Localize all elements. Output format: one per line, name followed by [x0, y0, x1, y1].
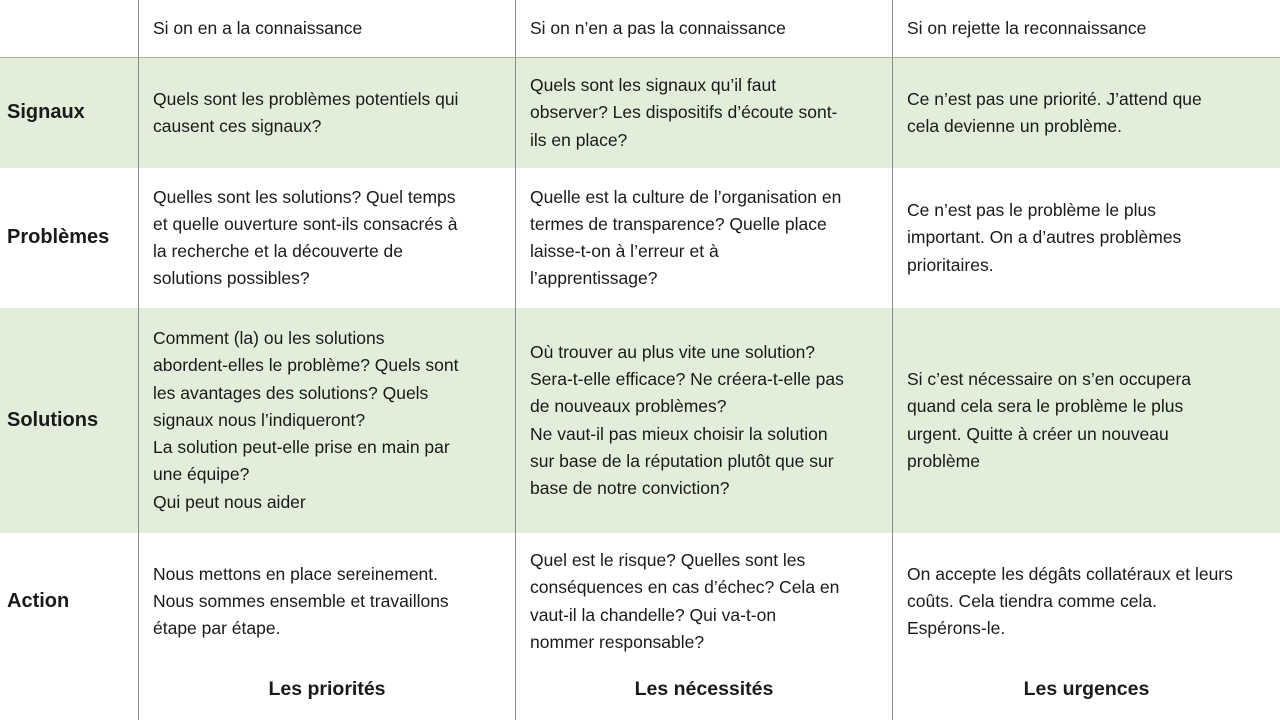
header-corner: [0, 0, 138, 58]
cell-text-line: Sera-t-elle efficace? Ne créera-t-elle pas: [530, 369, 844, 390]
cell-text-line: observer? Les dispositifs d’écoute sont-: [530, 102, 838, 123]
header-col-rejected: Si on rejette la reconnaissance: [892, 0, 1280, 58]
cell-text-line: base de notre conviction?: [530, 477, 730, 498]
header-col-known: Si on en a la connaissance: [138, 0, 515, 58]
cell-text-line: nommer responsable?: [530, 631, 705, 652]
cell-text-line: termes de transparence? Quelle place: [530, 213, 827, 234]
cell-solutions-unknown: [515, 308, 892, 533]
cell-text-line: la recherche et la découverte de: [153, 241, 404, 261]
cell-text-line: Nous mettons en place sereinement.: [153, 563, 439, 584]
row-label-signaux: Signaux: [0, 58, 138, 168]
cell-text-line: Comment (la) ou les solutions: [153, 328, 385, 349]
row-label-action: Action: [7, 589, 70, 612]
cell-text-line: Si c’est nécessaire on s’en occupera: [907, 369, 1192, 390]
row-label-problemes: Problèmes: [7, 226, 110, 249]
cell-text-line: abordent-elles le problème? Quels sont: [153, 355, 459, 376]
cell-text-line: laisse-t-on à l’erreur et à: [530, 241, 719, 261]
cell-action-unknown: [515, 533, 892, 670]
cell-signaux-unknown: [515, 58, 892, 168]
footer-urgences: Les urgences: [892, 670, 1280, 720]
cell-text-line: l’apprentissage?: [530, 268, 658, 289]
cell-text-line: problème: [907, 450, 980, 471]
cell-text-line: conséquences en cas d’échec? Cela en: [530, 577, 840, 598]
cell-text-line: coûts. Cela tiendra comme cela.: [907, 590, 1157, 611]
cell-text-line: La solution peut-elle prise en main par: [153, 437, 450, 458]
cell-text-line: quand cela sera le problème le plus: [907, 396, 1184, 417]
header-col-unknown: Si on n’en a pas la connaissance: [515, 0, 892, 58]
cell-text-line: de nouveaux problèmes?: [530, 396, 727, 417]
cell-text-line: Quelles sont les solutions? Quel temps: [153, 186, 456, 207]
cell-problemes-rejected: [892, 168, 1280, 308]
cell-text-line: Espérons-le.: [907, 618, 1006, 639]
footer-corner: [0, 670, 138, 720]
cell-text-line: une équipe?: [153, 464, 250, 485]
cell-text-line: On accepte les dégâts collatéraux et leurs: [907, 563, 1233, 584]
cell-action-rejected: [892, 533, 1280, 670]
cell-problemes-known: [138, 168, 515, 308]
cell-solutions-rejected: [892, 308, 1280, 533]
cell-problemes-unknown: [515, 168, 892, 308]
cell-text-line: Quelle est la culture de l’organisation en: [530, 186, 842, 207]
cell-text-line: et quelle ouverture sont-ils consacrés à: [153, 213, 458, 234]
cell-text-line: vaut-il la chandelle? Qui va-t-on: [530, 604, 777, 625]
cell-text-line: ils en place?: [530, 129, 628, 150]
cell-solutions-known: [138, 308, 515, 533]
cell-text-line: causent ces signaux?: [153, 116, 322, 136]
cell-text-line: Quels sont les problèmes potentiels qui: [153, 88, 459, 109]
cell-text-line: signaux nous l’indiqueront?: [153, 409, 366, 430]
cell-text-line: important. On a d’autres problèmes: [907, 227, 1182, 248]
cell-text-line: Ce n’est pas une priorité. J’attend que: [907, 88, 1202, 109]
cell-text-line: cela devienne un problème.: [907, 116, 1123, 136]
cell-text-line: prioritaires.: [907, 254, 994, 275]
cell-text-line: Nous sommes ensemble et travaillons: [153, 590, 449, 611]
cell-action-known: [138, 533, 515, 670]
cell-text-line: urgent. Quitte à créer un nouveau: [907, 423, 1169, 444]
footer-necessites: Les nécessités: [515, 670, 892, 720]
cell-text-line: sur base de la réputation plutôt que sur: [530, 450, 834, 471]
cell-text-line: Quels sont les signaux qu’il faut: [530, 75, 777, 96]
cell-text-line: Où trouver au plus vite une solution?: [530, 341, 816, 362]
cell-text-line: Ne vaut-il pas mieux choisir la solution: [530, 423, 828, 444]
footer-priorites: Les priorités: [138, 670, 515, 720]
cell-text-line: Quel est le risque? Quelles sont les: [530, 550, 806, 571]
row-label-solutions: Solutions: [0, 308, 138, 533]
cell-text-line: solutions possibles?: [153, 268, 310, 289]
cell-signaux-known: [138, 58, 515, 168]
cell-signaux-rejected: [892, 58, 1280, 168]
cell-text-line: les avantages des solutions? Quels: [153, 382, 429, 403]
cell-text-line: Ce n’est pas le problème le plus: [907, 200, 1157, 221]
cell-text-line: Qui peut nous aider: [153, 491, 306, 512]
cell-text-line: étape par étape.: [153, 618, 281, 639]
